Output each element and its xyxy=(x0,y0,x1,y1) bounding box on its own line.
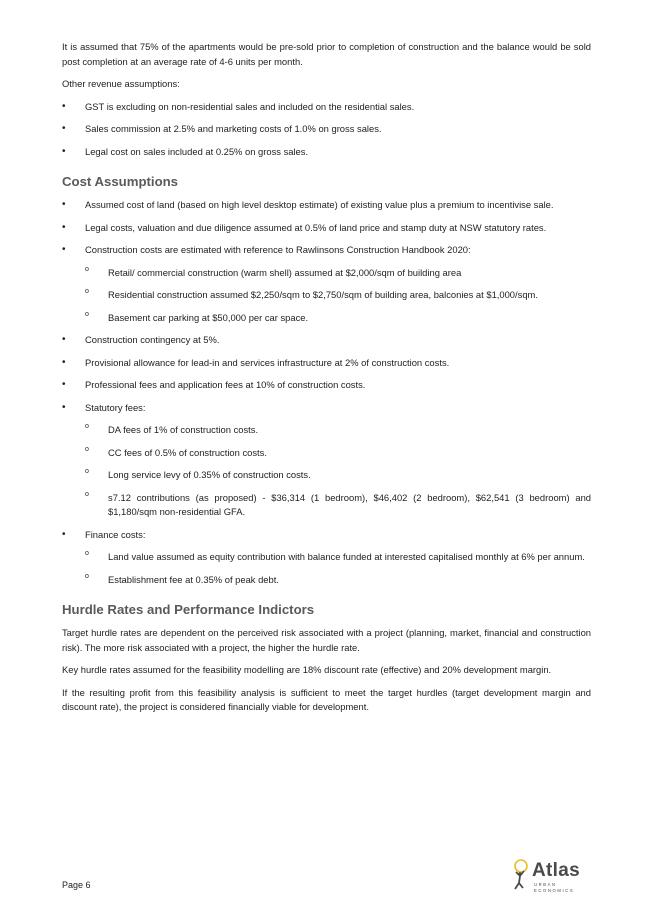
list-item: • Professional fees and application fees at 10% of construction costs. xyxy=(62,378,591,393)
sub-bullet-icon: o xyxy=(85,468,89,475)
bullet-icon: • xyxy=(62,244,66,255)
list-item: • Construction contingency at 5%. xyxy=(62,333,591,348)
list-item: o Retail/ commercial construction (warm shell) assumed at $2,000/sqm of building area xyxy=(85,266,591,281)
list-item: • Finance costs: o Land value assumed as equity contribution with balance funded at interested capitalised monthly at 6% per annum. o Establishment fee at 0.35% of peak debt. xyxy=(62,528,591,588)
hurdle-rates-heading: Hurdle Rates and Performance Indictors xyxy=(62,602,315,617)
bullet-icon: • xyxy=(62,199,66,210)
other-revenue-label: Other revenue assumptions: xyxy=(62,78,180,89)
list-item: • Sales commission at 2.5% and marketing costs of 1.0% on gross sales. xyxy=(62,122,591,137)
presale-paragraph: It is assumed that 75% of the apartments would be pre-sold prior to completion of construction and the balance would be sold post completion at an average rate of 4-6 units per month. xyxy=(62,41,591,67)
list-item: • Assumed cost of land (based on high level desktop estimate) of existing value plus a premium to incentivise sale. xyxy=(62,198,591,213)
revenue-assumptions-list xyxy=(62,100,591,160)
construction-sub-list xyxy=(85,266,591,326)
hurdle-paragraph-1: Target hurdle rates are dependent on the perceived risk associated with a project (planning, market, financial and construction risk). The more risk associated with a project, the higher the hurdle rate. xyxy=(62,627,591,653)
list-item: o CC fees of 0.5% of construction costs. xyxy=(85,446,591,461)
sub-bullet-icon: o xyxy=(85,572,89,580)
atlas-logo xyxy=(508,858,594,892)
bullet-icon: • xyxy=(62,100,66,112)
cost-assumptions-list xyxy=(62,198,591,587)
document-body xyxy=(62,40,591,723)
page-number: Page 6 xyxy=(62,880,91,890)
list-item: • Legal cost on sales included at 0.25% on gross sales. xyxy=(62,145,591,160)
list-item: o Long service levy of 0.35% of construction costs. xyxy=(85,468,591,483)
sub-bullet-icon: o xyxy=(85,265,89,273)
list-item: • Legal costs, valuation and due diligence assumed at 0.5% of land price and stamp duty at NSW statutory rates. xyxy=(62,221,591,236)
sub-bullet-icon: o xyxy=(85,423,89,430)
atlas-figure-icon xyxy=(508,858,534,892)
list-item: o Establishment fee at 0.35% of peak debt. xyxy=(85,573,591,588)
list-item: • GST is excluding on non-residential sales and included on the residential sales. xyxy=(62,100,591,115)
list-item: o DA fees of 1% of construction costs. xyxy=(85,423,591,438)
hurdle-paragraph-3: If the resulting profit from this feasibility analysis is sufficient to meet the target hurdles (target development margin and discount rate), the project is considered financially viable for development. xyxy=(62,686,591,712)
bullet-icon: • xyxy=(62,356,66,368)
hurdle-paragraph-2: Key hurdle rates assumed for the feasibility modelling are 18% discount rate (effective) and 20% development margin. xyxy=(62,664,552,675)
list-item: o Land value assumed as equity contribution with balance funded at interested capitalised monthly at 6% per annum. xyxy=(85,550,591,565)
sub-bullet-icon: o xyxy=(85,490,89,498)
bullet-icon: • xyxy=(62,221,66,233)
list-item: • Statutory fees: o DA fees of 1% of construction costs. o CC fees of 0.5% of construction costs. o Long service levy of 0.35% of construction costs. o s7.12 contributions (as proposed) - $36,314 (1 bedroom), $46,402 (2 bedroom), $62,541 (3 bedroom) and $1,180/sqm non-residential GFA. xyxy=(62,401,591,520)
list-item: o Residential construction assumed $2,250/sqm to $2,750/sqm of building area, balconies at $1,000/sqm. xyxy=(85,288,591,303)
sub-bullet-icon: o xyxy=(85,310,89,318)
sub-bullet-icon: o xyxy=(85,445,89,453)
bullet-icon: • xyxy=(62,123,66,134)
cost-assumptions-heading: Cost Assumptions xyxy=(62,174,179,189)
bullet-icon: • xyxy=(62,145,66,157)
list-item: • Provisional allowance for lead-in and services infrastructure at 2% of construction costs. xyxy=(62,356,591,371)
bullet-icon: • xyxy=(62,401,66,413)
finance-sub-list xyxy=(85,550,591,587)
list-item: o Basement car parking at $50,000 per car space. xyxy=(85,311,591,326)
statutory-sub-list xyxy=(85,423,591,520)
sub-bullet-icon: o xyxy=(85,288,89,295)
bullet-icon: • xyxy=(62,528,66,540)
logo-wordmark: Atlas xyxy=(532,860,580,881)
list-item: o s7.12 contributions (as proposed) - $36,314 (1 bedroom), $46,402 (2 bedroom), $62,541 (3 bedroom) and $1,180/sqm non-residential GFA. xyxy=(85,491,591,520)
list-item: • Construction costs are estimated with reference to Rawlinsons Construction Handbook 2020: o Retail/ commercial construction (warm shell) assumed at $2,000/sqm of building area o Residential construction assumed $2,250/sqm to $2,750/sqm of building area, balconies at $1,000/sqm. o Basement car parking at $50,000 per car space. xyxy=(62,243,591,325)
bullet-icon: • xyxy=(62,334,66,345)
sub-bullet-icon: o xyxy=(85,550,89,557)
bullet-icon: • xyxy=(62,379,66,390)
logo-tagline: URBAN ECONOMICS xyxy=(534,882,575,893)
